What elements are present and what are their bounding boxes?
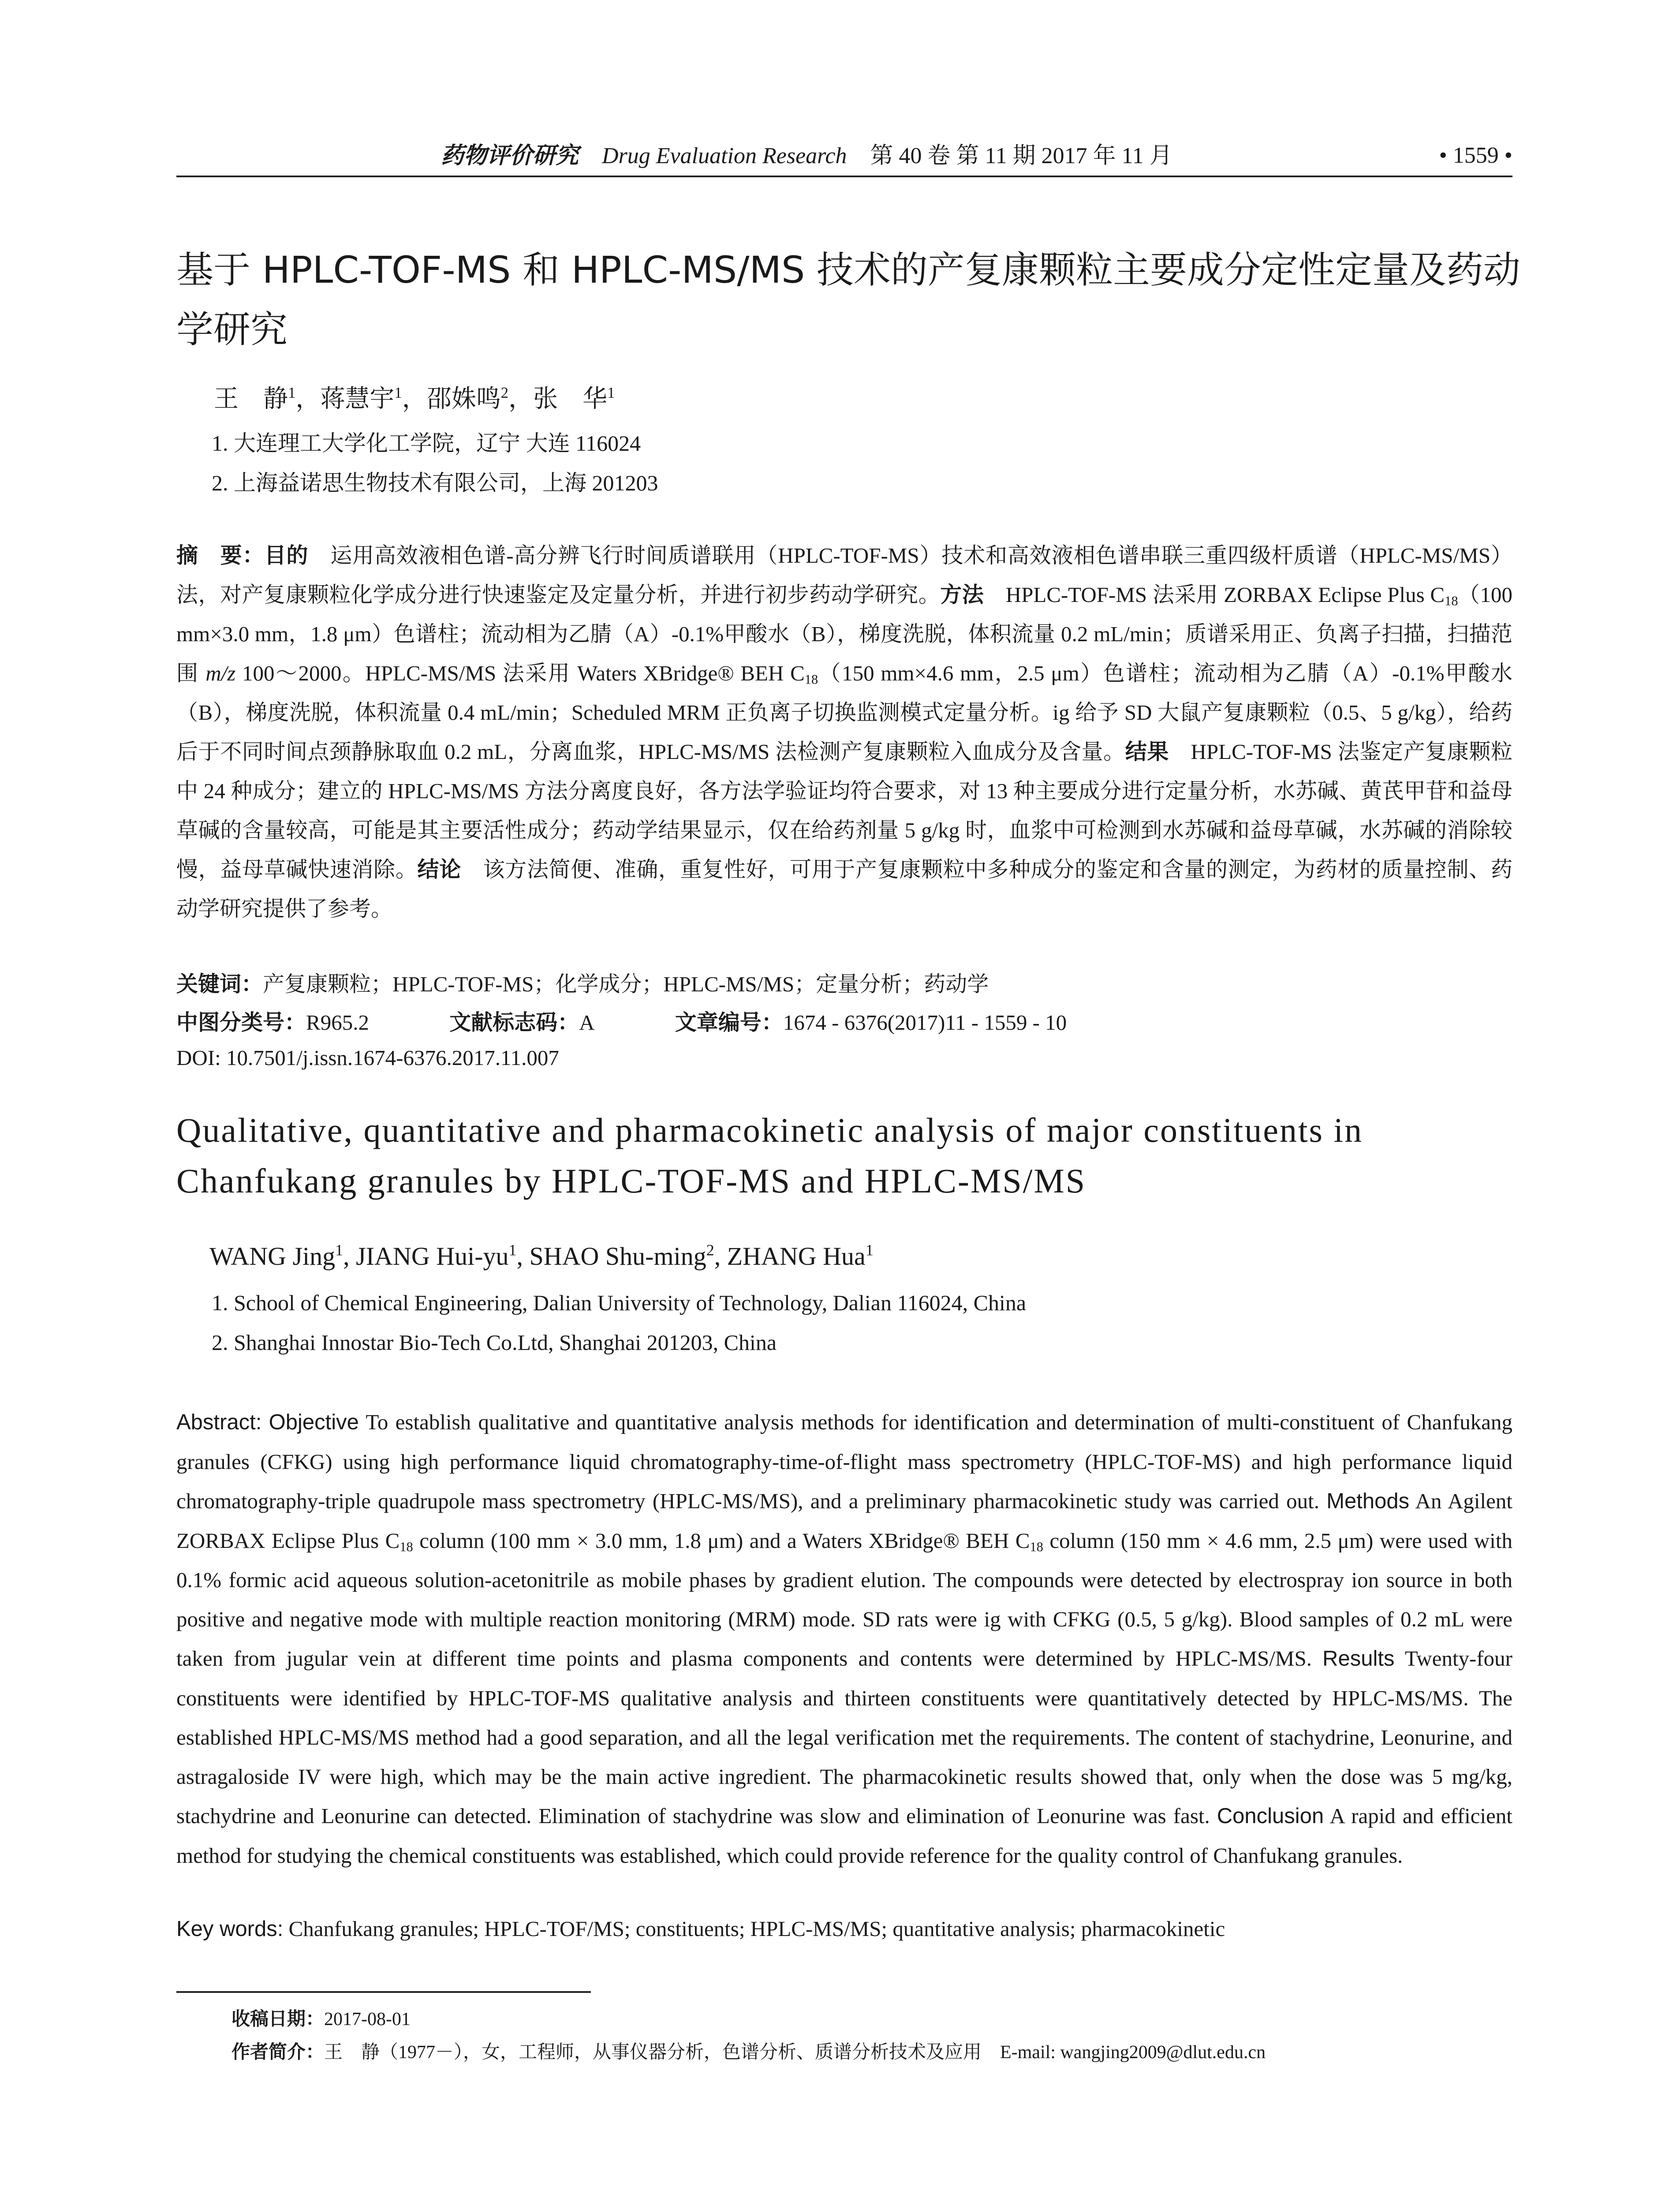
methods-label: 方法 (940, 582, 984, 607)
author-separator: , (516, 1242, 530, 1271)
page-number: • 1559 • (1439, 143, 1512, 168)
author-separator: ， (508, 385, 534, 413)
author-name: WANG Jing (209, 1242, 336, 1271)
methods-text: （100 mm×3.0 mm，1.8 μm）色谱柱；流动相为乙腈（A）-0.1%甲酸水（B），梯度洗脱，体积流量 0.2 mL/min；质谱采用正、负离子扫描，扫描范围 (176, 583, 1512, 685)
doc-code-value: A (579, 1010, 595, 1035)
methods-text: column (100 mm × 3.0 mm, 1.8 μm) and a Waters XBridge® BEH C (413, 1529, 1030, 1553)
footnote-divider (176, 1991, 591, 1993)
affiliation-mark: 1 (607, 384, 615, 402)
results-text: Twenty-four constituents were identified by HPLC-TOF-MS qualitative analysis and thirteen constituents were quantitatively detected by HPLC-MS/MS. The established HPLC-MS/MS method had a good separation, and all the legal verification met the requirements. The content of stachydrine, Leonurine, and astragaloside IV were high, which may be the main active ingredient. The pharmacokinetic results showed that, only when the dose was 5 mg/kg, stachydrine and Leonurine can detected. Elimination of stachydrine was slow and elimination of Leonurine was fast. (176, 1646, 1513, 1828)
doc-code-label: 文献标志码： (449, 1010, 579, 1035)
keywords-text: 产复康颗粒；HPLC-TOF-MS；化学成分；HPLC-MS/MS；定量分析；药动学 (263, 972, 989, 996)
affiliation-mark: 2 (706, 1241, 714, 1259)
results-label: 结果 (1125, 739, 1169, 764)
conclusion-label: 结论 (417, 857, 461, 882)
methods-label: Methods (1326, 1489, 1410, 1513)
objective-text: 运用高效液相色谱-高分辨飞行时间质谱联用（HPLC-TOF-MS）技术和高效液相色谱串联三重四级杆质谱（HPLC-MS/MS）法，对产复康颗粒化学成分进行快速鉴定及定量分析，并进行初步药动学研究。 (176, 543, 1512, 607)
english-abstract (176, 1402, 1512, 1875)
subscript: 18 (399, 1539, 413, 1555)
author-separator: ， (295, 385, 321, 413)
author-separator: , (343, 1242, 356, 1271)
document-code (449, 1010, 594, 1035)
article-no-value: 1674 - 6376(2017)11 - 1559 - 10 (783, 1010, 1067, 1035)
english-authors (209, 1241, 874, 1271)
keywords-text: Chanfukang granules; HPLC-TOF/MS; constituents; HPLC-MS/MS; quantitative analysis; pharmacokinetic (288, 1917, 1225, 1941)
running-header (176, 140, 1512, 171)
chinese-abstract (176, 536, 1512, 928)
affiliation-mark: 1 (288, 384, 296, 402)
clc-number (176, 1010, 369, 1035)
methods-text: HPLC-TOF-MS 法采用 ZORBAX Eclipse Plus C (984, 583, 1445, 607)
subscript: 18 (804, 672, 818, 687)
author-name: SHAO Shu-ming (529, 1242, 706, 1271)
author-name: 张 华 (533, 385, 608, 413)
affiliation-mark: 1 (335, 1241, 343, 1259)
results-text: HPLC-TOF-MS 法鉴定产复康颗粒中 24 种成分；建立的 HPLC-MS/MS 方法分离度良好，各方法学验证均符合要求，对 13 种主要成分进行定量分析，水苏碱、黄芪甲苷和益母草碱的含量较高，可能是其主要活性成分；药动学结果显示，仅在给药剂量 5 g/kg 时，血浆中可检测到水苏碱和益母草碱，水苏碱的消除较慢，益母草碱快速消除。 (176, 740, 1512, 882)
abstract-label: Abstract: (176, 1410, 262, 1434)
author-name: 蒋慧宇 (320, 385, 395, 413)
chinese-affiliation: 1. 大连理工大学化工学院，辽宁 大连 116024 (212, 431, 641, 456)
subscript: 18 (1445, 593, 1458, 609)
received-value: 2017-08-01 (324, 2009, 411, 2029)
keywords-label: 关键词： (176, 972, 263, 997)
objective-label: Objective (269, 1410, 359, 1434)
abstract-label: 摘 要： (176, 543, 265, 568)
header-center (441, 140, 1172, 172)
english-keywords (176, 1916, 1225, 1941)
journal-name: Drug Evaluation Research (602, 143, 847, 168)
conclusion-text: A rapid and efficient method for studying the chemical constituents was established, which could provide reference for the quality control of Chanfukang granules. (176, 1804, 1512, 1868)
mz-symbol: m/z (205, 661, 236, 685)
methods-text: column (150 mm × 4.6 mm, 2.5 μm) were used with 0.1% formic acid aqueous solution-acetonitrile as mobile phases by gradient elution. The compounds were detected by electrospray ion source in both positive and negative mode with multiple reaction monitoring (MRM) mode. SD rats were ig with CFKG (0.5, 5 g/kg). Blood samples of 0.2 mL were taken from jugular vein at different time points and plasma components and contents were determined by HPLC-MS/MS. (176, 1529, 1512, 1671)
issue-info: 第 40 卷 第 11 期 2017 年 11 月 (870, 143, 1172, 168)
methods-text: （150 mm×4.6 mm，2.5 μm）色谱柱；流动相为乙腈（A）-0.1%甲酸水（B），梯度洗脱，体积流量 0.4 mL/min；Scheduled MRM 正负离子切换监测模式定量分析。ig 给予 SD 大鼠产复康颗粒（0.5、5 g/kg），给药后于不同时间点颈静脉取血 0.2 mL，分离血浆，HPLC-MS/MS 法检测产复康颗粒入血成分及含量。 (176, 661, 1512, 764)
affiliation-mark: 1 (394, 384, 402, 402)
english-affiliation: 1. School of Chemical Engineering, Dalian University of Technology, Dalian 116024, China (212, 1290, 1027, 1315)
objective-text: To establish qualitative and quantitative analysis methods for identification and determination of multi-constituent of Chanfukang granules (CFKG) using high performance liquid chromatography-time-of-flight mass spectrometry (HPLC-TOF-MS) and high performance liquid chromatography-triple quadrupole mass spectrometry (HPLC-MS/MS), and a preliminary pharmacokinetic study was carried out. (176, 1410, 1513, 1513)
author-bio-label: 作者简介： (231, 2041, 325, 2063)
methods-text: 100～2000。HPLC-MS/MS 法采用 Waters XBridge® BEH C (235, 661, 805, 685)
chinese-keywords (176, 967, 989, 998)
affiliation-mark: 1 (865, 1241, 874, 1259)
received-label: 收稿日期： (231, 2008, 325, 2029)
clc-label: 中图分类号： (176, 1010, 306, 1035)
english-title: Qualitative, quantitative and pharmacokinetic analysis of major constituents in Chanfukang granules by HPLC-TOF-MS and HPLC-MS/MS (176, 1111, 1363, 1200)
classification-line (176, 1005, 1067, 1036)
affiliation-mark: 1 (508, 1241, 517, 1259)
doi-line: DOI: 10.7501/j.issn.1674-6376.2017.11.007 (176, 1046, 559, 1070)
article-no-label: 文章编号： (675, 1010, 783, 1035)
author-bio-text: 王 静（1977－），女，工程师，从事仪器分析，色谱分析、质谱分析技术及应用 E-mail: wangjing2009@dlut.edu.cn (324, 2042, 1266, 2063)
received-date (231, 2004, 411, 2031)
keywords-label: Key words: (176, 1917, 284, 1941)
english-affiliation: 2. Shanghai Innostar Bio-Tech Co.Ltd, Shanghai 201203, China (212, 1330, 777, 1355)
conclusion-label: Conclusion (1217, 1804, 1324, 1828)
journal-logo: 药物评价研究 (441, 142, 579, 169)
author-name: ZHANG Hua (727, 1242, 866, 1271)
author-name: 邵姝鸣 (426, 385, 501, 413)
chinese-affiliation: 2. 上海益诺思生物技术有限公司，上海 201203 (212, 471, 658, 495)
chinese-authors (214, 379, 615, 415)
author-name: JIANG Hui-yu (356, 1242, 509, 1271)
clc-value: R965.2 (306, 1010, 369, 1035)
subscript: 18 (1030, 1539, 1043, 1555)
methods-text: An Agilent ZORBAX Eclipse Plus C (176, 1489, 1512, 1553)
results-label: Results (1322, 1647, 1395, 1671)
author-separator: ， (402, 385, 427, 413)
author-bio (231, 2037, 1266, 2064)
affiliation-mark: 2 (500, 384, 509, 402)
objective-label: 目的 (264, 543, 309, 568)
author-name: 王 静 (214, 385, 288, 413)
conclusion-text: 该方法简便、准确，重复性好，可用于产复康颗粒中多种成分的鉴定和含量的测定，为药材的质量控制、药动学研究提供了参考。 (176, 857, 1512, 921)
header-divider (176, 176, 1512, 177)
chinese-title: 基于 HPLC-TOF-MS 和 HPLC-MS/MS 技术的产复康颗粒主要成分定性定量及药动学研究 (176, 248, 1520, 351)
article-number (675, 1010, 1067, 1035)
author-separator: , (714, 1242, 727, 1271)
